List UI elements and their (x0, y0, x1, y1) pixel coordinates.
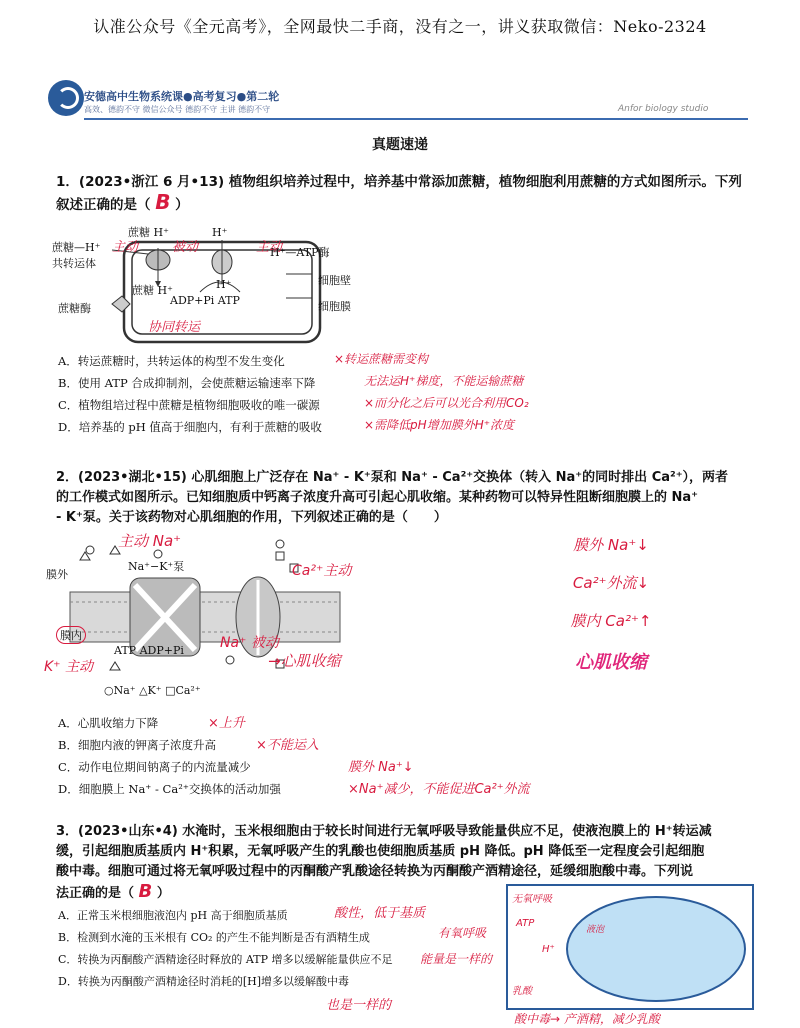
q3-options (58, 904, 538, 992)
label-outside: 膜外 (46, 568, 68, 581)
q3-option-a: A．正常玉米根细胞液泡内 pH 高于细胞质基质 酸性，低于基质 (58, 906, 426, 922)
q3-note-d: 也是一样的 (326, 998, 392, 1013)
label-enzyme: 蔗糖酶 (58, 302, 91, 315)
q2-stem-line1: 2．(2023•湖北•15) 心肌细胞上广泛存在 Na⁺ - K⁺泵和 Na⁺ - Ca²⁺交换体（转入 Na⁺的同时排出 Ca²⁺），两者 (56, 470, 729, 485)
sketch-note-top: 无氧呼吸 (512, 894, 552, 905)
label-cell-membrane: 细胞膜 (318, 300, 351, 313)
q3-sketch-box (506, 884, 754, 1010)
header-studio: Anfor biology studio (618, 104, 709, 114)
sketch-note-vacuole: 液泡 (586, 925, 605, 935)
label-sucrose-h-top: 蔗糖 H⁺ (128, 226, 169, 239)
q2-stem (56, 468, 766, 528)
section-title: 真题速递 (372, 137, 428, 153)
q2-options (58, 712, 768, 800)
q3-option-d: D．转换为丙酮酸产酒精途径时消耗的[H]增多以缓解酸中毒 (58, 975, 349, 988)
q1-ann-passive: 被动 (172, 240, 199, 255)
q2-option-d: D．细胞膜上 Na⁺ - Ca²⁺交换体的活动加强 ×Na⁺减少，不能促进Ca²⁺外流 (58, 782, 530, 797)
q2-ann-ca-active: Ca²⁺主动 (292, 563, 352, 579)
q1-option-d: D．培养基的 pH 值高于细胞内，有利于蔗糖的吸收 ×需降低pH增加膜外H⁺浓度 (58, 418, 515, 434)
vacuole-shape (566, 896, 746, 1002)
q3-option-b: B．检测到水淹的玉米根有 CO₂ 的产生不能判断是否有酒精生成 有氧呼吸 (58, 926, 487, 944)
q2-stem-line3: - K⁺泵。关于该药物对心肌细胞的作用，下列叙述正确的是（ ） (56, 510, 447, 525)
q2-ann-k-active: K⁺ 主动 (44, 659, 94, 675)
label-cell-wall: 细胞壁 (318, 274, 351, 287)
q3-option-c: C．转换为丙酮酸产酒精途径时释放的 ATP 增多以缓解能量供应不足 (58, 953, 393, 966)
q1-option-b: B．使用 ATP 合成抑制剂，会使蔗糖运输速率下降 无法运H⁺梯度，不能运输蔗糖 (58, 374, 524, 390)
q2-diagram (50, 530, 350, 700)
q1-answer: B (155, 190, 171, 214)
logo-icon (48, 80, 84, 116)
q2-option-b: B．细胞内液的钾离子浓度升高 ×不能运入 (58, 738, 319, 753)
q2-option-a: A．心肌收缩力下降 ×上升 (58, 716, 245, 731)
q1-ann-active2: 主动 (256, 240, 283, 255)
label-cotransporter: 蔗糖—H⁺ 共转运体 (52, 241, 101, 270)
q2-stem-line2: 的工作模式如图所示。已知细胞质中钙离子浓度升高可引起心肌收缩。某种药物可以特异性阻断细胞膜上的 Na⁺ (56, 490, 699, 505)
q1-option-c: C．植物组培过程中蔗糖是植物细胞吸收的唯一碳源 ×而分化之后可以光合利用CO₂ (58, 396, 529, 412)
q2-side-notes: 膜外 Na⁺↓ Ca²⁺外流↓ 膜内 Ca²⁺↑ 心肌收缩 (570, 536, 652, 673)
q3-stem-line1: 3．(2023•山东•4) 水淹时，玉米根细胞由于较长时间进行无氧呼吸导致能量供应不足，使液泡膜上的 H⁺转运减 (56, 824, 712, 839)
label-atpase: H⁺—ATP酶 (270, 246, 330, 259)
label-inside: 膜内 (56, 626, 86, 644)
header-title: 安德高中生物系统课●高考复习●第二轮 (84, 90, 280, 103)
header-subtitle: 高效、德韵不守 微信公众号 德韵不守 主讲 德韵不守 (84, 105, 271, 114)
label-adp-atp: ADP+Pi ATP (170, 294, 240, 307)
q3-stem-line3: 酸中毒。细胞可通过将无氧呼吸过程中的丙酮酸产乳酸途径转换为丙酮酸产酒精途径，延缓细胞酸中毒。下列说 (56, 864, 694, 879)
q3-stem-line4: 法正确的是（ B ） (56, 881, 170, 902)
q2-option-c: C．动作电位期间钠离子的内流量减少 膜外 Na⁺↓ (58, 760, 414, 775)
q2-ann-active-na: 主动 Na⁺ (118, 532, 182, 550)
header-divider (84, 118, 748, 120)
legend: ○Na⁺ △K⁺ □Ca²⁺ (104, 684, 201, 697)
q1-ann-active: 主动 (112, 240, 139, 255)
q3-stem-line2: 缓，引起细胞质基质内 H⁺积累，无氧呼吸产生的乳酸也使细胞质基质 pH 降低。pH 降低至一定程度会引起细胞 (56, 844, 705, 859)
q1-options (58, 350, 758, 438)
label-h-top: H⁺ (212, 226, 228, 239)
q1-option-a: A．转运蔗糖时，共转运体的构型不发生变化 ×转运蔗糖需变构 (58, 352, 429, 368)
sketch-note-lactic: 乳酸 (512, 986, 532, 997)
sketch-note-bottom: 酸中毒→ 产酒精，减少乳酸 (514, 1012, 660, 1026)
q1-ann-indirect: 协同转运 (148, 320, 201, 335)
membrane-shape (70, 592, 340, 642)
q2-ann-contract: →心肌收缩 (268, 652, 341, 670)
sketch-note-atp: ATP (516, 918, 535, 929)
top-note: 认准公众号《全元高考》，全网最快二手商，没有之一，讲义获取微信：Neko-2324 (93, 17, 707, 36)
label-atp-adp: ATP ADP+Pi (114, 644, 184, 657)
page-header (48, 80, 748, 128)
q3-answer: B (138, 881, 153, 902)
q2-ann-na-passive: Na⁺ 被动 (220, 635, 279, 651)
q3-note-c: 能量是一样的 (420, 952, 493, 966)
enzyme-shape (112, 296, 130, 312)
q1-stem-line1: 1．(2023•浙江 6 月•13) 植物组织培养过程中，培养基中常添加蔗糖，植物细胞利用蔗糖的方式如图所示。下列 (56, 174, 742, 190)
q1-stem-line2: 叙述正确的是（ B ） (56, 190, 189, 214)
sketch-note-h: H⁺ (542, 944, 555, 955)
label-h-in: H⁺ (216, 278, 232, 291)
q1-stem (56, 172, 756, 215)
label-pump: Na⁺−K⁺泵 (128, 560, 185, 573)
label-sucrose-h-in: 蔗糖 H⁺ (132, 284, 173, 297)
